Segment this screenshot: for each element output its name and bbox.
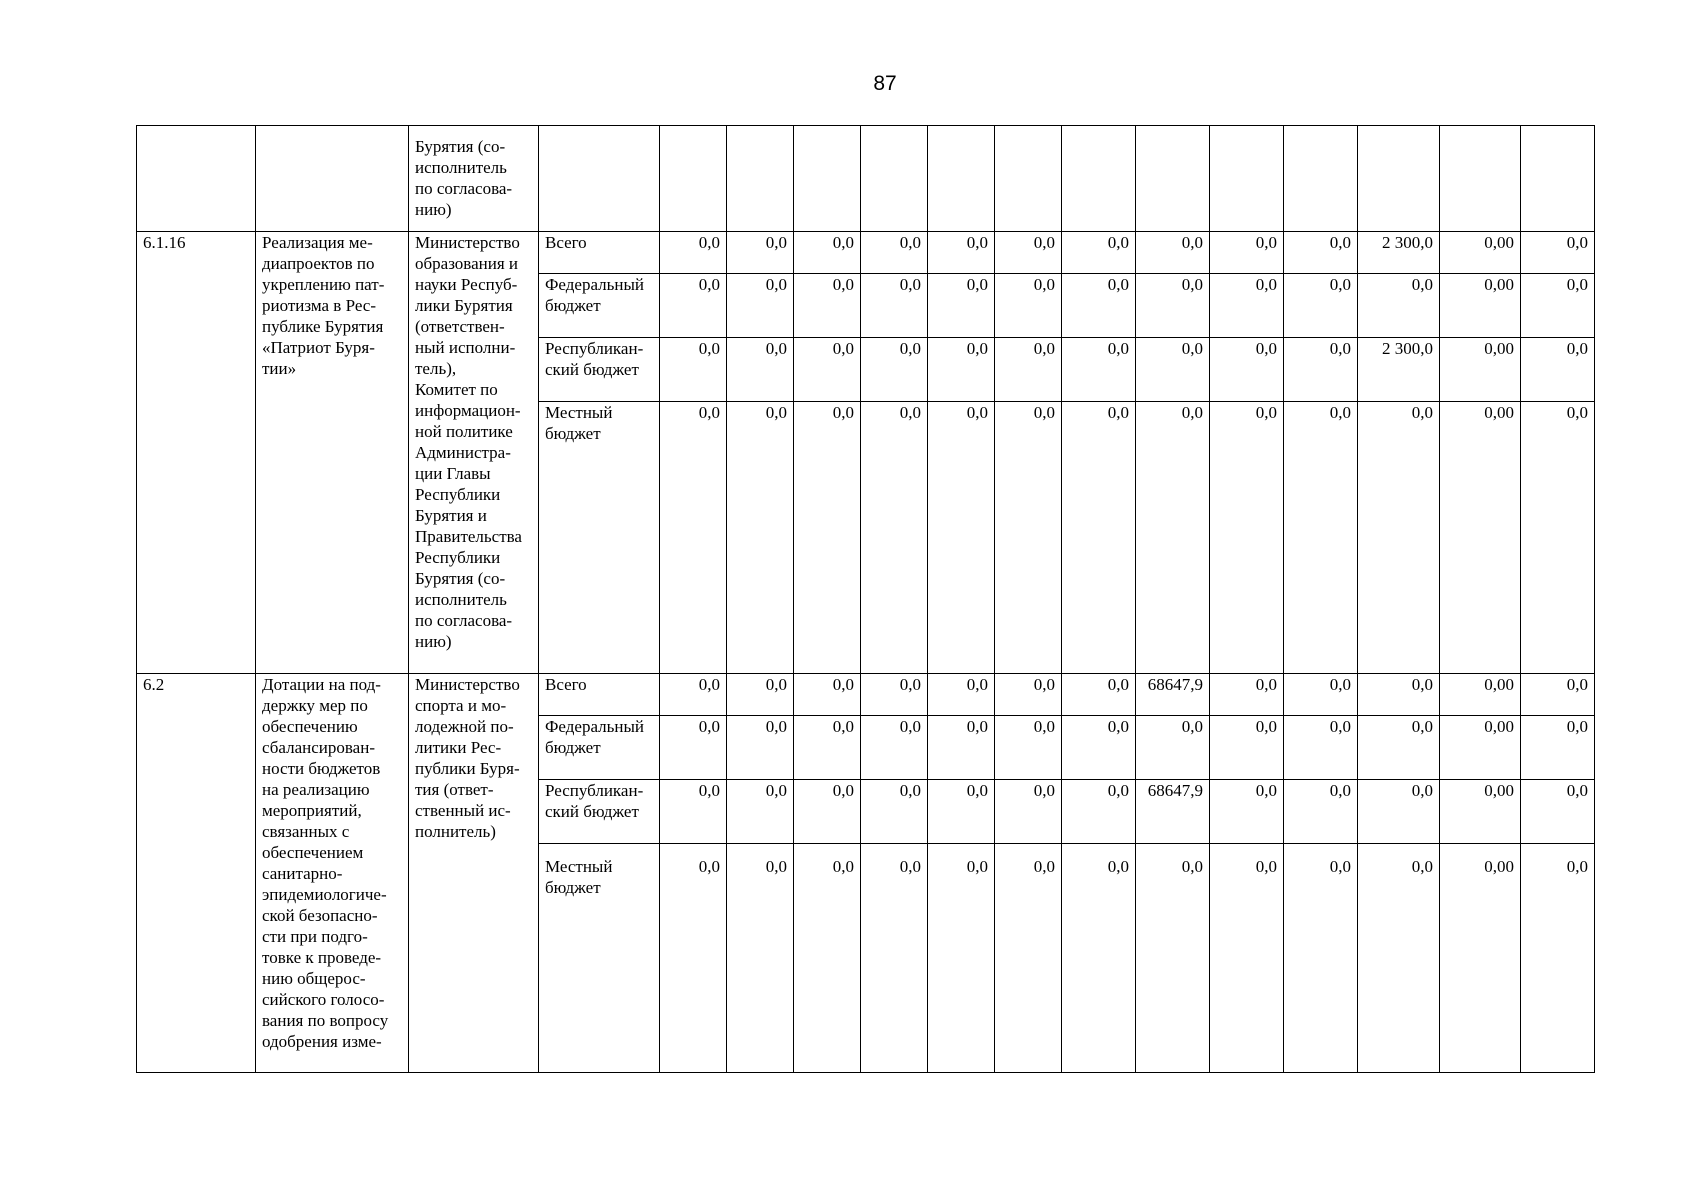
code-cell: 6.1.16 [137, 232, 256, 674]
value-cell: 0,00 [1440, 338, 1521, 402]
value-cell: 0,0 [928, 780, 995, 844]
value-cell: 0,0 [995, 844, 1062, 1073]
value-cell: 0,0 [995, 402, 1062, 674]
value-cell: 0,0 [1521, 780, 1595, 844]
executor-cell: Министерство спорта и мо- лодежной по- литики Рес- публики Буря- тия (ответ- ственный ис- полнитель) [409, 674, 539, 1073]
value-cell: 0,0 [727, 674, 794, 716]
value-cell: 0,0 [1062, 232, 1136, 274]
value-cell: 0,0 [660, 780, 727, 844]
source-cell: Местный бюджет [539, 844, 660, 1073]
value-cell: 0,0 [660, 844, 727, 1073]
value-cell: 0,0 [1284, 780, 1358, 844]
value-cell: 0,0 [928, 232, 995, 274]
value-cell: 0,0 [995, 674, 1062, 716]
value-cell: 0,00 [1440, 844, 1521, 1073]
value-cell: 0,0 [861, 402, 928, 674]
source-cell: Всего [539, 232, 660, 274]
value-cell: 2 300,0 [1358, 232, 1440, 274]
value-cell: 0,0 [1521, 844, 1595, 1073]
value-cell: 0,0 [1284, 402, 1358, 674]
value-cell: 0,00 [1440, 232, 1521, 274]
value-cell: 0,0 [727, 274, 794, 338]
value-cell: 0,0 [1521, 716, 1595, 780]
value-cell: 0,0 [861, 274, 928, 338]
value-cell: 0,0 [1136, 232, 1210, 274]
source-cell [539, 126, 660, 232]
value-cell: 0,0 [1062, 844, 1136, 1073]
value-cell: 0,0 [1358, 402, 1440, 674]
value-cell: 0,0 [660, 674, 727, 716]
value-cell: 0,0 [1062, 780, 1136, 844]
value-cell: 68647,9 [1136, 674, 1210, 716]
executor-cell: Министерство образования и науки Респуб- лики Бурятия (ответствен- ный исполни- тель), Комитет по информацион- ной политике Администра- ции Главы Республики Бурятия и Правительства Республики Бурятия (со- исполнитель по согласова- нию) [409, 232, 539, 674]
table-row [137, 674, 1595, 716]
value-cell: 0,0 [1210, 338, 1284, 402]
value-cell: 0,0 [1136, 844, 1210, 1073]
value-cell: 0,0 [1062, 338, 1136, 402]
value-cell: 0,0 [861, 716, 928, 780]
value-cell: 0,0 [1284, 716, 1358, 780]
value-cell: 0,0 [1521, 274, 1595, 338]
value-cell: 0,0 [1210, 274, 1284, 338]
value-cell: 0,0 [660, 716, 727, 780]
value-cell: 0,0 [1062, 402, 1136, 674]
value-cell: 0,0 [660, 338, 727, 402]
value-cell: 2 300,0 [1358, 338, 1440, 402]
code-cell: 6.2 [137, 674, 256, 1073]
value-cell: 0,0 [928, 716, 995, 780]
source-cell: Федеральный бюджет [539, 274, 660, 338]
name-cell: Дотации на под- держку мер по обеспечению сбалансирован- ности бюджетов на реализацию мероприятий, связанных с обеспечением санитарно- эпидемиологиче- ской безопасно- сти при подго- товке к проведе- нию общерос- сийского голосо- вания по вопросу одобрения изме- [256, 674, 409, 1073]
page-number: 87 [873, 72, 897, 95]
value-cell: 0,0 [861, 674, 928, 716]
value-cell: 0,0 [1210, 674, 1284, 716]
value-cell: 0,0 [794, 274, 861, 338]
value-cell: 0,0 [727, 402, 794, 674]
value-cell: 0,00 [1440, 780, 1521, 844]
value-cell: 0,0 [995, 338, 1062, 402]
value-cell: 0,0 [1062, 716, 1136, 780]
value-cell: 0,0 [1521, 674, 1595, 716]
value-cell: 0,0 [1358, 716, 1440, 780]
value-cell: 0,00 [1440, 274, 1521, 338]
value-cell: 0,0 [1062, 274, 1136, 338]
source-cell: Федеральный бюджет [539, 716, 660, 780]
value-cell: 0,0 [727, 232, 794, 274]
source-cell: Всего [539, 674, 660, 716]
executor-cell: Бурятия (со- исполнитель по согласова- нию) [409, 126, 539, 232]
value-cell: 0,0 [794, 402, 861, 674]
value-cell: 0,0 [1284, 338, 1358, 402]
value-cell: 0,0 [995, 780, 1062, 844]
value-cell: 0,0 [1284, 844, 1358, 1073]
value-cell: 0,0 [928, 402, 995, 674]
value-cell: 0,0 [660, 402, 727, 674]
value-cell: 0,0 [1358, 844, 1440, 1073]
value-cell: 0,0 [1210, 844, 1284, 1073]
value-cell: 0,0 [727, 338, 794, 402]
source-cell: Республикан- ский бюджет [539, 338, 660, 402]
value-cell: 0,0 [794, 232, 861, 274]
value-cell: 0,0 [861, 232, 928, 274]
value-cell: 0,0 [794, 716, 861, 780]
value-cell: 0,0 [1210, 232, 1284, 274]
source-cell: Местный бюджет [539, 402, 660, 674]
value-cell: 0,0 [1358, 780, 1440, 844]
value-cell: 0,0 [861, 844, 928, 1073]
value-cell: 0,0 [1062, 674, 1136, 716]
value-cell: 0,0 [727, 844, 794, 1073]
value-cell: 0,0 [794, 780, 861, 844]
value-cell: 0,0 [1284, 274, 1358, 338]
table-row [137, 232, 1595, 274]
value-cell: 0,0 [861, 780, 928, 844]
value-cell: 0,0 [794, 338, 861, 402]
value-cell: 0,0 [928, 274, 995, 338]
value-cell: 0,0 [1136, 274, 1210, 338]
value-cell: 0,00 [1440, 674, 1521, 716]
value-cell: 0,0 [1358, 674, 1440, 716]
value-cell: 0,0 [1521, 402, 1595, 674]
value-cell: 0,0 [995, 274, 1062, 338]
value-cell: 0,00 [1440, 716, 1521, 780]
value-cell: 0,0 [1284, 674, 1358, 716]
value-cell: 0,0 [794, 844, 861, 1073]
continuation-row [137, 126, 1595, 232]
value-cell: 0,0 [928, 674, 995, 716]
value-cell: 0,0 [928, 844, 995, 1073]
value-cell: 0,0 [794, 674, 861, 716]
value-cell: 0,0 [727, 716, 794, 780]
value-cell: 0,0 [1210, 780, 1284, 844]
value-cell: 0,0 [1136, 716, 1210, 780]
value-cell: 0,00 [1440, 402, 1521, 674]
value-cell: 0,0 [1210, 716, 1284, 780]
value-cell: 68647,9 [1136, 780, 1210, 844]
value-cell: 0,0 [1210, 402, 1284, 674]
value-cell: 0,0 [1358, 274, 1440, 338]
code-cell [137, 126, 256, 232]
value-cell: 0,0 [995, 716, 1062, 780]
value-cell: 0,0 [995, 232, 1062, 274]
value-cell: 0,0 [1521, 338, 1595, 402]
value-cell: 0,0 [861, 338, 928, 402]
value-cell: 0,0 [1136, 402, 1210, 674]
value-cell: 0,0 [660, 232, 727, 274]
budget-table [136, 125, 1595, 1073]
value-cell: 0,0 [660, 274, 727, 338]
value-cell: 0,0 [928, 338, 995, 402]
value-cell: 0,0 [1284, 232, 1358, 274]
value-cell: 0,0 [1521, 232, 1595, 274]
name-cell [256, 126, 409, 232]
name-cell: Реализация ме- диапроектов по укреплению пат- риотизма в Рес- публике Бурятия «Патриот Буря- тии» [256, 232, 409, 674]
value-cell: 0,0 [1136, 338, 1210, 402]
source-cell: Республикан- ский бюджет [539, 780, 660, 844]
value-cell: 0,0 [727, 780, 794, 844]
